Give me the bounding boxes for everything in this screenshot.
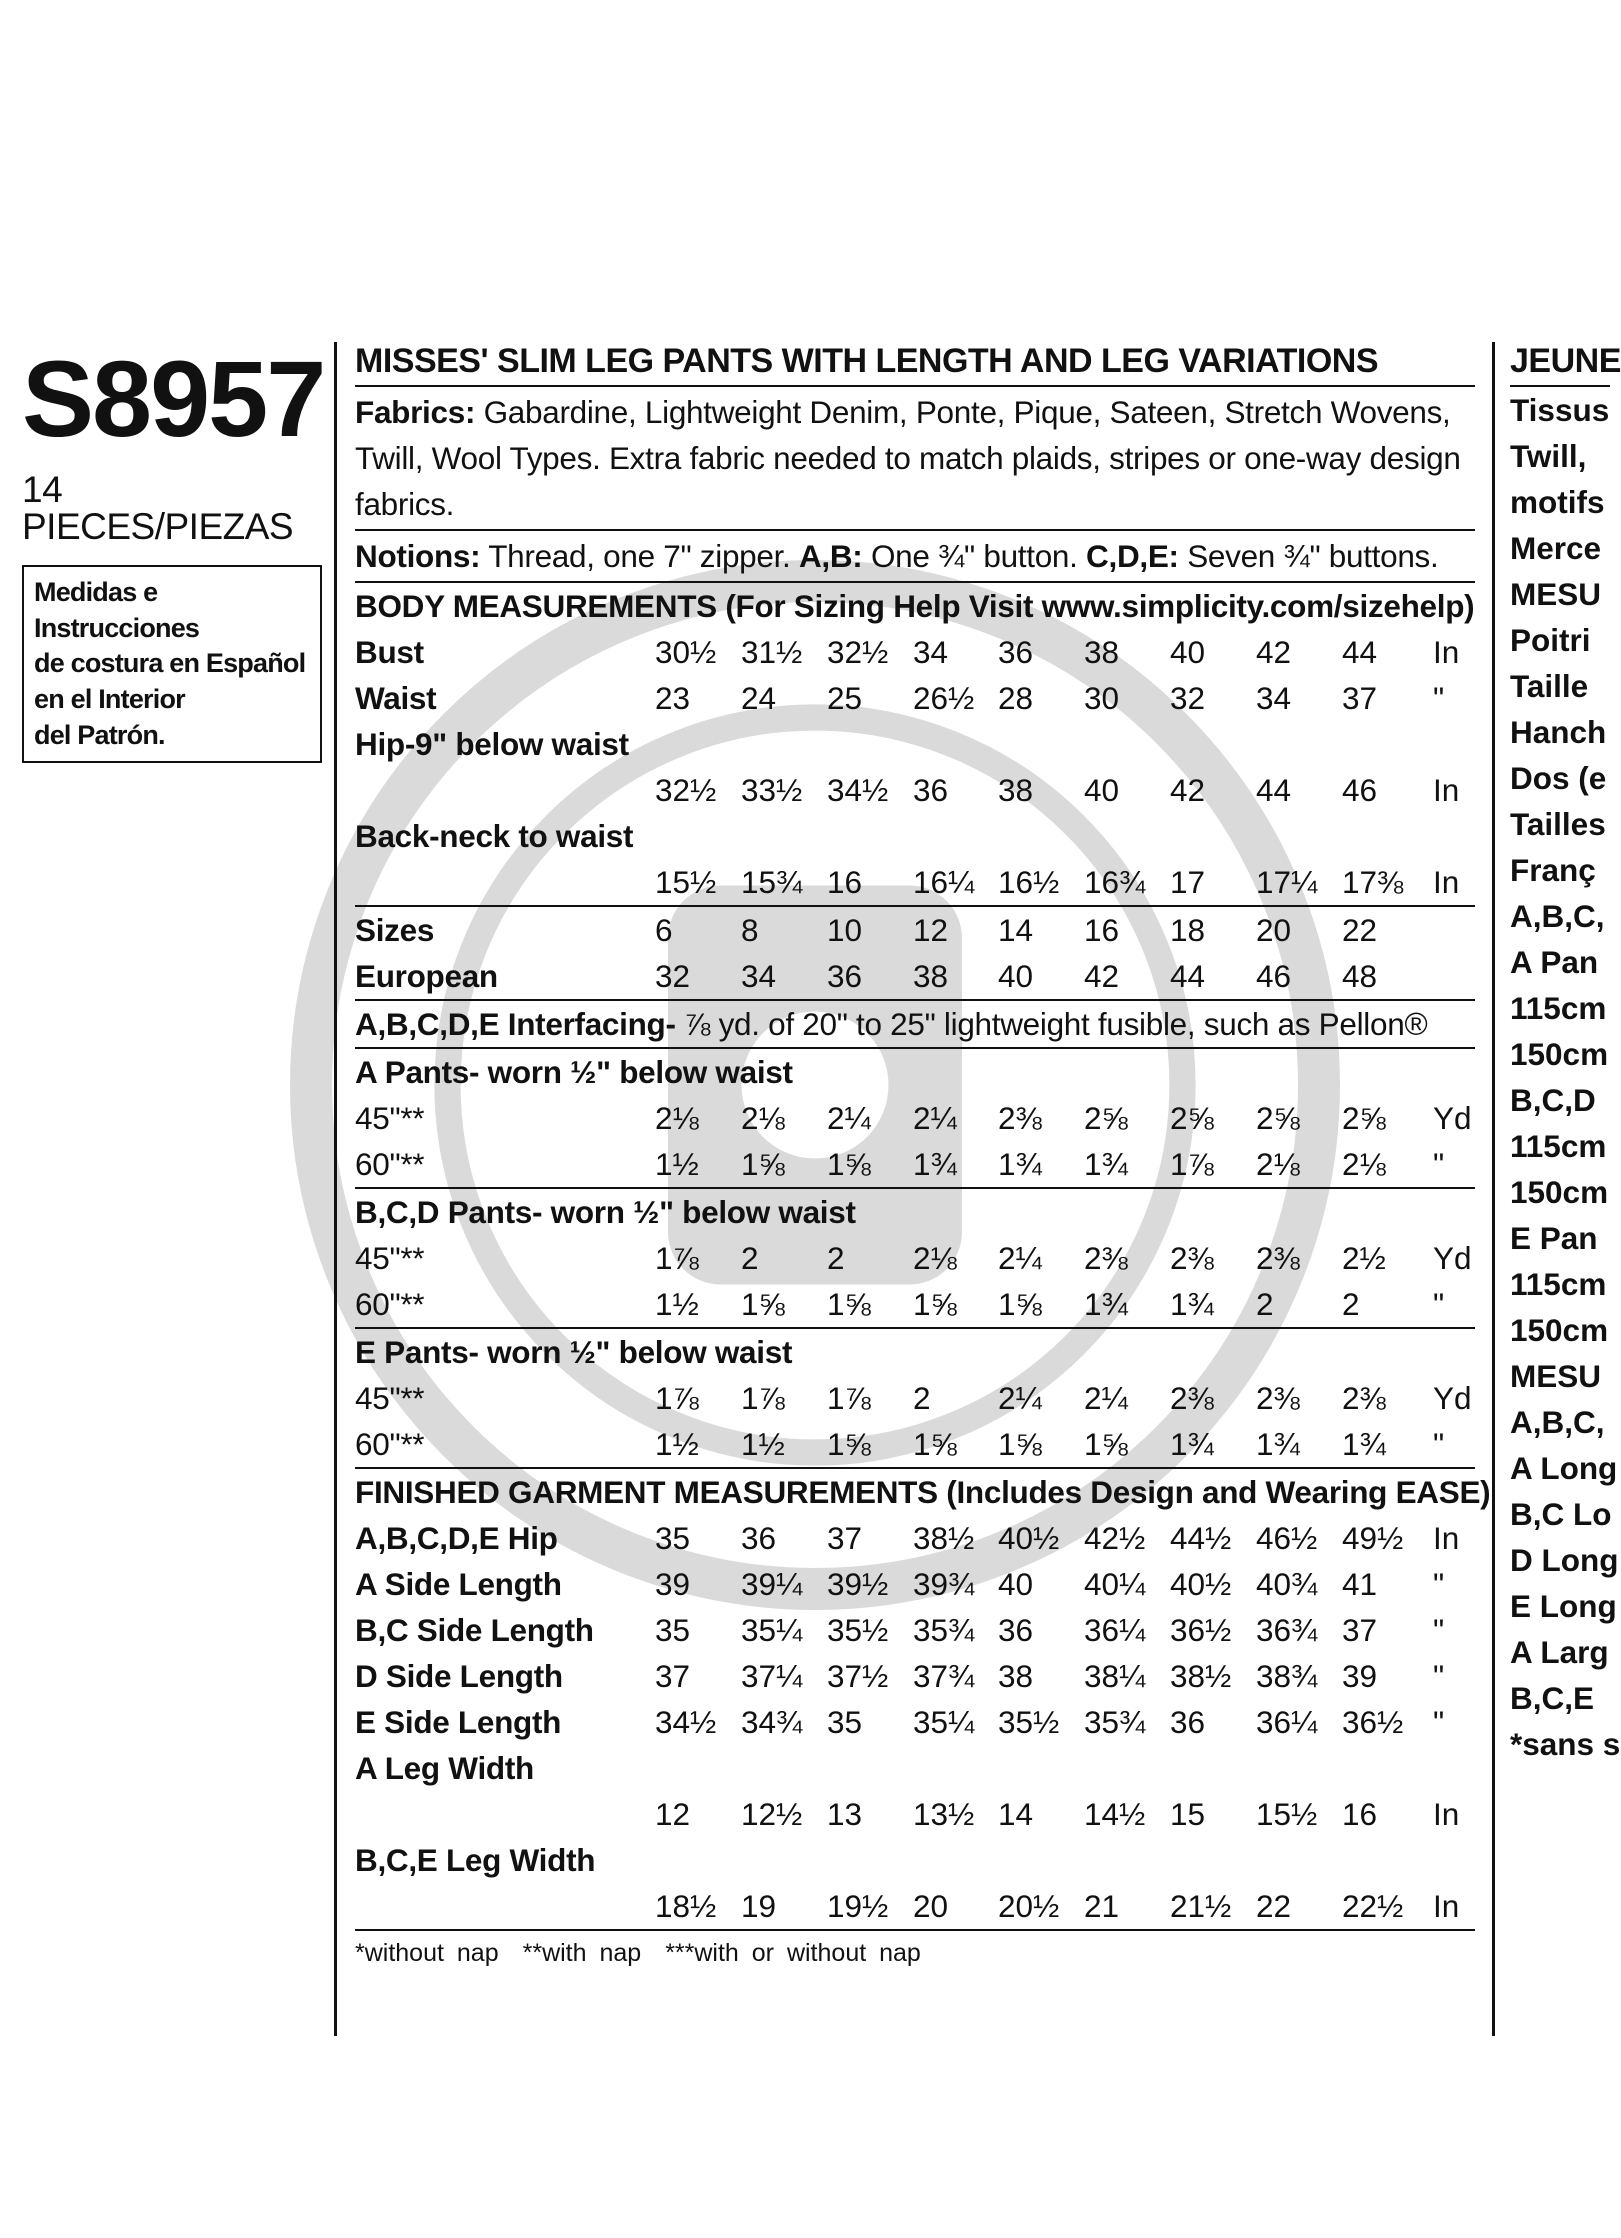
table-cell: 28 <box>998 680 1034 716</box>
unit-label: " <box>1433 1286 1445 1322</box>
french-line: Dos (e <box>1510 760 1607 796</box>
row-label: 45"** <box>355 1380 425 1416</box>
table-cell: 20 <box>1256 912 1292 948</box>
unit-label: In <box>1433 772 1460 808</box>
french-line: Taille <box>1510 668 1589 704</box>
table-cell: 2⅛ <box>741 1100 785 1136</box>
french-line: *sans s <box>1510 1726 1621 1762</box>
table-cell: 1½ <box>655 1426 699 1462</box>
table-cell: 2¼ <box>827 1100 871 1136</box>
row-label: European <box>355 958 498 994</box>
table-cell: 35 <box>655 1520 691 1556</box>
french-line: 115cm <box>1510 1128 1607 1164</box>
table-row <box>355 1515 1475 1561</box>
table-cell: 2⅜ <box>1084 1240 1128 1276</box>
table-cell: 2⅛ <box>913 1240 957 1276</box>
table-cell: 2⅜ <box>998 1100 1042 1136</box>
table-cell: 42½ <box>1084 1520 1146 1556</box>
french-line: A,B,C, <box>1510 898 1605 934</box>
table-cell: 2⅝ <box>1342 1100 1386 1136</box>
table-cell: 40 <box>1170 634 1206 670</box>
table-row <box>355 1745 1475 1791</box>
table-cell: 36¼ <box>1256 1704 1318 1740</box>
row-label: Waist <box>355 680 437 716</box>
table-cell: 36 <box>998 1612 1034 1648</box>
table-cell: 34 <box>913 634 949 670</box>
row-label: A Leg Width <box>355 1750 534 1786</box>
table-cell: 23 <box>655 680 691 716</box>
table-cell: 44 <box>1170 958 1206 994</box>
table-cell: 25 <box>827 680 863 716</box>
table-cell: 10 <box>827 912 863 948</box>
table-cell: 1⅞ <box>655 1380 699 1416</box>
table-cell: 35 <box>655 1612 691 1648</box>
table-cell: 2¼ <box>998 1240 1042 1276</box>
table-cell: 1⅞ <box>1170 1146 1214 1182</box>
french-line: A Pan <box>1510 944 1599 980</box>
table-cell: 2⅝ <box>1256 1100 1300 1136</box>
table-cell: 38¾ <box>1256 1658 1318 1694</box>
column-divider <box>334 342 337 2036</box>
table-cell: 1⅝ <box>913 1426 957 1462</box>
table-cell: 40 <box>998 958 1034 994</box>
table-cell: 2 <box>1256 1286 1274 1322</box>
table-cell: 32½ <box>655 772 717 808</box>
table-row <box>355 953 1475 999</box>
table-cell: 6 <box>655 912 673 948</box>
row-label: 60"** <box>355 1146 425 1182</box>
row-label: A Side Length <box>355 1566 562 1602</box>
table-cell: 1⅞ <box>655 1240 699 1276</box>
row-label: A,B,C,D,E Hip <box>355 1520 558 1556</box>
row-label: E Side Length <box>355 1704 562 1740</box>
table-cell: 2⅛ <box>1256 1146 1300 1182</box>
table-cell: 8 <box>741 912 759 948</box>
table-cell: 18½ <box>655 1888 717 1924</box>
table-cell: 17 <box>1170 864 1206 900</box>
row-label: 45"** <box>355 1240 425 1276</box>
row-label: 60"** <box>355 1426 425 1462</box>
french-line: Hanch <box>1510 714 1607 750</box>
table-cell: 1¾ <box>998 1146 1042 1182</box>
table-cell: 12½ <box>741 1796 803 1832</box>
table-cell: 38 <box>1084 634 1120 670</box>
table-cell: 1¾ <box>1256 1426 1300 1462</box>
french-line: A Long <box>1510 1450 1618 1486</box>
table-cell: 1¾ <box>1084 1286 1128 1322</box>
table-cell: 32½ <box>827 634 889 670</box>
finished-measurements-table <box>355 1515 1475 1929</box>
table-cell: 24 <box>741 680 777 716</box>
table-cell: 13½ <box>913 1796 975 1832</box>
table-cell: 42 <box>1256 634 1292 670</box>
table-cell: 37 <box>655 1658 691 1694</box>
unit-label: " <box>1433 1658 1445 1694</box>
table-row <box>355 1607 1475 1653</box>
table-cell: 34½ <box>655 1704 717 1740</box>
table-cell: 14½ <box>1084 1796 1146 1832</box>
table-cell: 40½ <box>1170 1566 1232 1602</box>
table-row <box>355 1561 1475 1607</box>
table-cell: 22½ <box>1342 1888 1404 1924</box>
yardage-section <box>355 1049 1475 1469</box>
table-cell: 19½ <box>827 1888 889 1924</box>
table-cell: 16½ <box>998 864 1060 900</box>
unit-label: " <box>1433 1612 1445 1648</box>
table-row <box>355 1883 1475 1929</box>
table-cell: 2⅝ <box>1084 1100 1128 1136</box>
notions-section: Notions: Thread, one 7" zipper. A,B: One ¾" button. C,D,E: Seven ¾" buttons. <box>355 531 1475 583</box>
table-cell: 21½ <box>1170 1888 1232 1924</box>
table-cell: 14 <box>998 912 1034 948</box>
table-cell: 17⅜ <box>1342 864 1404 900</box>
table-cell: 33½ <box>741 772 803 808</box>
table-cell: 34 <box>741 958 777 994</box>
unit-label: In <box>1433 1520 1460 1556</box>
table-cell: 2⅛ <box>655 1100 699 1136</box>
table-row <box>355 1791 1475 1837</box>
table-cell: 2⅜ <box>1170 1240 1214 1276</box>
table-cell: 40 <box>998 1566 1034 1602</box>
table-cell: 30½ <box>655 634 717 670</box>
table-cell: 36 <box>827 958 863 994</box>
french-line: B,C,D <box>1510 1082 1596 1118</box>
table-cell: 1¾ <box>1342 1426 1386 1462</box>
table-cell: 46 <box>1342 772 1378 808</box>
table-cell: 36 <box>741 1520 777 1556</box>
table-cell: 38 <box>998 1658 1034 1694</box>
fabrics-section: Fabrics: Gabardine, Lightweight Denim, Ponte, Pique, Sateen, Stretch Wovens, Twill, Wool Types. Extra fabric needed to match plaids, stripes or one-way design fabrics. <box>355 387 1475 531</box>
pattern-info <box>22 338 325 763</box>
table-cell: 31½ <box>741 634 803 670</box>
table-cell: 39 <box>1342 1658 1378 1694</box>
yardage-header <box>355 1329 1475 1375</box>
table-cell: 44½ <box>1170 1520 1232 1556</box>
table-cell: 39¾ <box>913 1566 975 1602</box>
french-line: Tailles <box>1510 806 1606 842</box>
unit-label: " <box>1433 1146 1445 1182</box>
table-cell: 15½ <box>655 864 717 900</box>
french-line: Merce <box>1510 530 1602 566</box>
pattern-title: MISSES' SLIM LEG PANTS WITH LENGTH AND LEG VARIATIONS <box>355 338 1475 387</box>
table-cell: 1⅝ <box>998 1426 1042 1462</box>
row-label: D Side Length <box>355 1658 563 1694</box>
table-cell: 41 <box>1342 1566 1378 1602</box>
table-cell: 38 <box>998 772 1034 808</box>
table-cell: 35¾ <box>913 1612 975 1648</box>
french-line: 150cm <box>1510 1174 1609 1210</box>
yardage-header <box>355 1049 1475 1095</box>
table-cell: 1⅝ <box>998 1286 1042 1322</box>
row-label: 45"** <box>355 1100 425 1136</box>
table-cell: 37¼ <box>741 1658 803 1694</box>
yardage-view-label: B,C,D Pants- <box>355 1194 551 1230</box>
table-cell: 37¾ <box>913 1658 975 1694</box>
unit-label: Yd <box>1433 1240 1472 1276</box>
table-row <box>355 907 1475 953</box>
french-line: Poitri <box>1510 622 1591 658</box>
table-cell: 2⅜ <box>1256 1240 1300 1276</box>
table-cell: 30 <box>1084 680 1120 716</box>
piece-count: 14 PIECES/PIEZAS <box>22 469 294 547</box>
table-cell: 15¾ <box>741 864 803 900</box>
french-line: B,C,E <box>1510 1680 1595 1716</box>
table-row <box>355 629 1475 675</box>
table-cell: 12 <box>655 1796 691 1832</box>
interfacing-row: A,B,C,D,E Interfacing- ⅞ yd. of 20" to 25" lightweight fusible, such as Pellon® <box>355 1006 1428 1042</box>
body-measurements-header: BODY MEASUREMENTS (For Sizing Help Visit www.simplicity.com/sizehelp) <box>355 588 1475 624</box>
unit-label: " <box>1433 1704 1445 1740</box>
unit-label: Yd <box>1433 1100 1472 1136</box>
french-column <box>1510 338 1621 1767</box>
row-label: Hip-9" below waist <box>355 726 629 762</box>
table-cell: 1⅝ <box>827 1286 871 1322</box>
row-label: B,C Side Length <box>355 1612 594 1648</box>
table-cell: 36½ <box>1170 1612 1232 1648</box>
unit-label: In <box>1433 1796 1460 1832</box>
table-cell: 1⅝ <box>913 1286 957 1322</box>
table-cell: 13 <box>827 1796 863 1832</box>
table-cell: 37 <box>827 1520 863 1556</box>
sizes-table <box>355 907 1475 999</box>
table-cell: 12 <box>913 912 949 948</box>
table-cell: 1¾ <box>1170 1286 1214 1322</box>
table-cell: 18 <box>1170 912 1206 948</box>
yardage-wear-note: worn ½" below waist <box>487 1334 793 1370</box>
table-row <box>355 767 1475 813</box>
table-cell: 40 <box>1084 772 1120 808</box>
table-cell: 1⅞ <box>827 1380 871 1416</box>
french-line: 115cm <box>1510 1266 1607 1302</box>
table-cell: 2⅝ <box>1170 1100 1214 1136</box>
table-cell: 1¾ <box>1084 1146 1128 1182</box>
unit-label: In <box>1433 634 1460 670</box>
table-cell: 21 <box>1084 1888 1120 1924</box>
french-line: MESU <box>1510 1358 1602 1394</box>
table-cell: 35½ <box>998 1704 1060 1740</box>
table-cell: 44 <box>1256 772 1292 808</box>
table-cell: 2½ <box>1342 1240 1386 1276</box>
spanish-note: Medidas e Instrucciones de costura en Español en el Interior del Patrón. <box>22 565 322 763</box>
yardage-wear-note: worn ½" below waist <box>487 1054 793 1090</box>
table-row <box>355 1699 1475 1745</box>
table-cell: 2⅜ <box>1170 1380 1214 1416</box>
table-cell: 46 <box>1256 958 1292 994</box>
french-line: motifs <box>1510 484 1605 520</box>
table-cell: 15½ <box>1256 1796 1318 1832</box>
table-cell: 39½ <box>827 1566 889 1602</box>
yardage-row <box>355 1375 1475 1421</box>
table-cell: 2 <box>913 1380 931 1416</box>
table-cell: 1⅝ <box>827 1426 871 1462</box>
table-cell: 1⅞ <box>741 1380 785 1416</box>
table-cell: 37 <box>1342 1612 1378 1648</box>
table-cell: 36¼ <box>1084 1612 1146 1648</box>
table-cell: 34½ <box>827 772 889 808</box>
table-cell: 26½ <box>913 680 975 716</box>
table-cell: 1⅝ <box>741 1286 785 1322</box>
table-cell: 20 <box>913 1888 949 1924</box>
yardage-row <box>355 1281 1475 1327</box>
table-cell: 2⅜ <box>1342 1380 1386 1416</box>
table-cell: 48 <box>1342 958 1378 994</box>
unit-label: In <box>1433 1888 1460 1924</box>
footnotes: *without nap **with nap ***with or without nap <box>355 1939 921 1967</box>
table-cell: 42 <box>1170 772 1206 808</box>
table-cell: 34 <box>1256 680 1292 716</box>
french-line: MESU <box>1510 576 1602 612</box>
table-cell: 34¾ <box>741 1704 803 1740</box>
row-label: Sizes <box>355 912 435 948</box>
table-cell: 36 <box>1170 1704 1206 1740</box>
table-cell: 40¾ <box>1256 1566 1318 1602</box>
table-cell: 38½ <box>1170 1658 1232 1694</box>
table-cell: 2¼ <box>998 1380 1042 1416</box>
french-line: E Pan <box>1510 1220 1598 1256</box>
table-cell: 16 <box>1084 912 1120 948</box>
table-row <box>355 859 1475 905</box>
yardage-header <box>355 1189 1475 1235</box>
french-line: A,B,C, <box>1510 1404 1605 1440</box>
table-cell: 22 <box>1256 1888 1292 1924</box>
table-cell: 1½ <box>655 1286 699 1322</box>
table-cell: 37½ <box>827 1658 889 1694</box>
table-cell: 35½ <box>827 1612 889 1648</box>
table-row <box>355 1837 1475 1883</box>
table-cell: 35¼ <box>913 1704 975 1740</box>
french-line: 150cm <box>1510 1036 1609 1072</box>
yardage-wear-note: worn ½" below waist <box>550 1194 856 1230</box>
table-cell: 38 <box>913 958 949 994</box>
table-cell: 42 <box>1084 958 1120 994</box>
table-row <box>355 813 1475 859</box>
table-cell: 14 <box>998 1796 1034 1832</box>
table-cell: 32 <box>655 958 691 994</box>
yardage-view-label: A Pants- <box>355 1054 488 1090</box>
pattern-number: S8957 <box>22 338 325 459</box>
table-cell: 37 <box>1342 680 1378 716</box>
table-row <box>355 1653 1475 1699</box>
french-line: 115cm <box>1510 990 1607 1026</box>
table-cell: 22 <box>1342 912 1378 948</box>
table-cell: 40½ <box>998 1520 1060 1556</box>
english-column <box>355 338 1491 1973</box>
table-cell: 46½ <box>1256 1520 1318 1556</box>
row-label: Back-neck to waist <box>355 818 634 854</box>
yardage-view-label: E Pants- <box>355 1334 488 1370</box>
french-line: E Long <box>1510 1588 1617 1624</box>
yardage-row <box>355 1095 1475 1141</box>
french-line: Franç <box>1510 852 1596 888</box>
row-label: Bust <box>355 634 424 670</box>
table-cell: 49½ <box>1342 1520 1404 1556</box>
table-cell: 1⅝ <box>827 1146 871 1182</box>
table-row <box>355 721 1475 767</box>
french-line: B,C Lo <box>1510 1496 1612 1532</box>
table-cell: 35¼ <box>741 1612 803 1648</box>
yardage-row <box>355 1235 1475 1281</box>
table-cell: 2¼ <box>913 1100 957 1136</box>
table-cell: 2 <box>827 1240 845 1276</box>
table-cell: 39¼ <box>741 1566 803 1602</box>
table-cell: 17¼ <box>1256 864 1318 900</box>
table-cell: 20½ <box>998 1888 1060 1924</box>
row-label: 60"** <box>355 1286 425 1322</box>
table-cell: 2 <box>741 1240 759 1276</box>
french-line: 150cm <box>1510 1312 1609 1348</box>
table-cell: 1⅝ <box>741 1146 785 1182</box>
table-cell: 1¾ <box>913 1146 957 1182</box>
french-title: JEUNE <box>1510 338 1610 387</box>
table-cell: 16¾ <box>1084 864 1146 900</box>
table-cell: 16 <box>1342 1796 1378 1832</box>
yardage-row <box>355 1421 1475 1467</box>
table-cell: 16 <box>827 864 863 900</box>
table-cell: 36 <box>913 772 949 808</box>
french-line: D Long <box>1510 1542 1619 1578</box>
table-cell: 38¼ <box>1084 1658 1146 1694</box>
table-cell: 15 <box>1170 1796 1206 1832</box>
table-row <box>355 675 1475 721</box>
unit-label: " <box>1433 1566 1445 1602</box>
table-cell: 36 <box>998 634 1034 670</box>
table-cell: 1½ <box>655 1146 699 1182</box>
table-cell: 32 <box>1170 680 1206 716</box>
unit-label: Yd <box>1433 1380 1472 1416</box>
table-cell: 44 <box>1342 634 1378 670</box>
table-cell: 36¾ <box>1256 1612 1318 1648</box>
table-cell: 1⅝ <box>1084 1426 1128 1462</box>
table-cell: 35¾ <box>1084 1704 1146 1740</box>
table-cell: 36½ <box>1342 1704 1404 1740</box>
unit-label: " <box>1433 1426 1445 1462</box>
unit-label: In <box>1433 864 1460 900</box>
french-line: Twill, <box>1510 438 1587 474</box>
unit-label: " <box>1433 680 1445 716</box>
french-line: Tissus <box>1510 392 1610 428</box>
table-cell: 1½ <box>741 1426 785 1462</box>
table-cell: 2 <box>1342 1286 1360 1322</box>
table-cell: 1¾ <box>1170 1426 1214 1462</box>
table-cell: 2⅜ <box>1256 1380 1300 1416</box>
table-cell: 40¼ <box>1084 1566 1146 1602</box>
table-cell: 35 <box>827 1704 863 1740</box>
table-cell: 39 <box>655 1566 691 1602</box>
table-cell: 16¼ <box>913 864 975 900</box>
column-divider <box>1492 342 1495 2036</box>
yardage-row <box>355 1141 1475 1187</box>
body-measurements-table <box>355 629 1475 905</box>
table-cell: 2⅛ <box>1342 1146 1386 1182</box>
table-cell: 38½ <box>913 1520 975 1556</box>
finished-measurements-header: FINISHED GARMENT MEASUREMENTS (Includes Design and Wearing EASE) <box>355 1474 1491 1510</box>
row-label: B,C,E Leg Width <box>355 1842 596 1878</box>
french-line: A Larg <box>1510 1634 1609 1670</box>
table-cell: 2¼ <box>1084 1380 1128 1416</box>
table-cell: 19 <box>741 1888 777 1924</box>
